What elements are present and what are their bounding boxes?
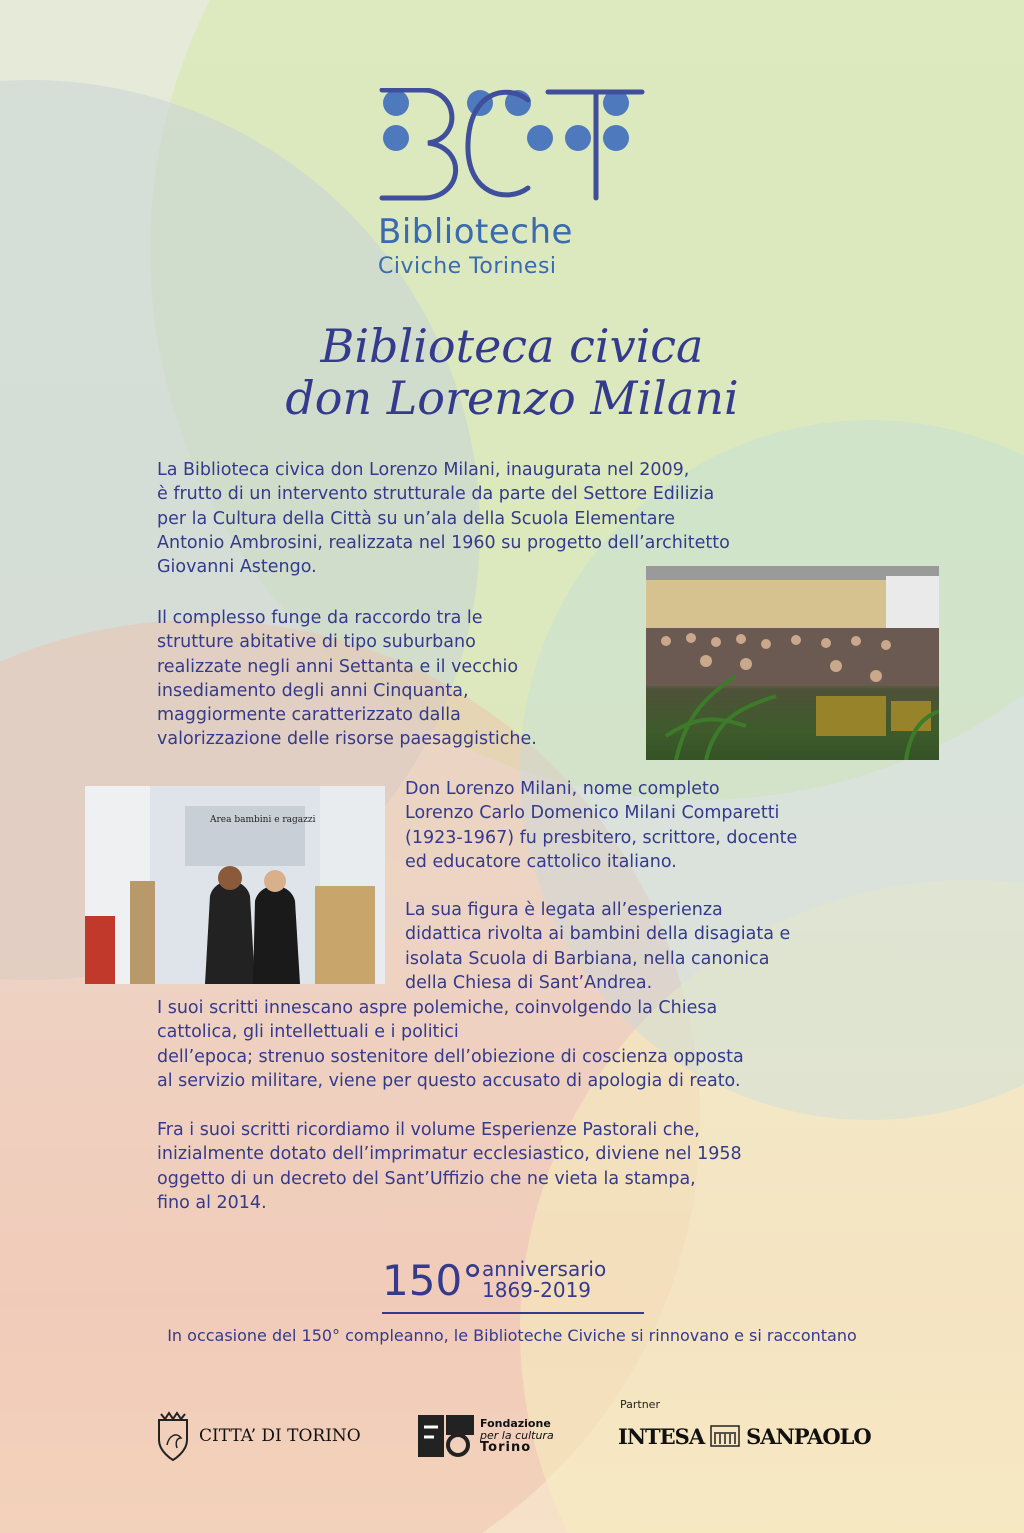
partner-label: Partner (620, 1398, 660, 1411)
fondazione-line3: Torino (480, 1440, 532, 1455)
logo-name-line2: Civiche Torinesi (378, 254, 557, 279)
bct-logo (378, 88, 648, 279)
fondazione-mark-icon (416, 1413, 476, 1459)
title-line1: Biblioteca civica (320, 319, 704, 373)
intesa-bridge-icon (710, 1424, 740, 1448)
citta-di-torino-text: CITTA’ DI TORINO (199, 1426, 361, 1446)
fondazione-line2: per la cultura (480, 1429, 554, 1442)
fondazione-cultura-torino-logo (416, 1408, 554, 1464)
page-title (0, 320, 1024, 424)
intesa-text: INTESA (618, 1423, 705, 1449)
paragraph-writings: I suoi scritti innescano aspre polemiche, coinvolgendo la Chiesa cattolica, gli intellettuali e i politici dell’epoca; strenuo sostenitore dell’obiezione di coscienza opposta al servizio militare, viene per questo accusato di apologia di reato. (157, 998, 744, 1091)
library-photo-art (85, 786, 385, 984)
bct-logo-mark (378, 88, 648, 208)
meeting-photo (646, 566, 939, 760)
paragraph-barbiana: La sua figura è legata all’esperienza didattica rivolta ai bambini della disagiata e isolata Scuola di Barbiana, nella canonica della Chiesa di Sant’Andrea. (405, 900, 791, 993)
anniversary-number: 150° (382, 1256, 484, 1305)
logo-name-line1: Biblioteche (378, 212, 573, 252)
fondazione-text (480, 1418, 554, 1454)
anniversary-tagline: In occasione del 150° compleanno, le Biblioteche Civiche si rinnovano e si raccontano (167, 1326, 857, 1345)
anniversary-years: 1869-2019 (482, 1278, 592, 1302)
citta-di-torino-logo (155, 1408, 361, 1464)
library-sign: Area bambini e ragazzi (210, 815, 316, 825)
paragraph-complex: Il complesso funge da raccordo tra le strutture abitative di tipo suburbano realizzate negli anni Settanta e il vecchio insediamento degli anni Cinquanta, maggiormente caratterizzato dalla valorizzazione delle risorse paesaggistiche. (157, 608, 537, 750)
title-line2: don Lorenzo Milani (285, 371, 739, 425)
fondazione-line1: Fondazione (480, 1417, 551, 1430)
paragraph-milani-bio: Don Lorenzo Milani, nome completo Lorenzo Carlo Domenico Milani Comparetti (1923-1967) fu presbitero, scrittore, docente ed educatore cattolico italiano. (405, 779, 798, 872)
anniversary-label: anniversario (482, 1257, 607, 1281)
paragraph-esperienze: Fra i suoi scritti ricordiamo il volume Esperienze Pastorali che, inizialmente dotato dell’imprimatur ecclesiastico, diviene nel 1958 oggetto di un decreto del Sant’Uffizio che ne vieta la stampa, fino al 2014. (157, 1120, 742, 1213)
paragraph-intro: La Biblioteca civica don Lorenzo Milani, inaugurata nel 2009, è frutto di un intervento strutturale da parte del Settore Edilizia per la Cultura della Città su un’ala della Scuola Elementare Antonio Ambrosini, realizzata nel 1960 su progetto dell’architetto Giovanni Astengo. (157, 460, 730, 578)
torino-crest-icon (155, 1410, 191, 1462)
sanpaolo-text: SANPAOLO (746, 1423, 871, 1449)
library-photo (85, 786, 385, 984)
meeting-photo-art (646, 566, 939, 760)
anniversary-badge (382, 1256, 644, 1314)
intesa-sanpaolo-logo (618, 1408, 871, 1464)
